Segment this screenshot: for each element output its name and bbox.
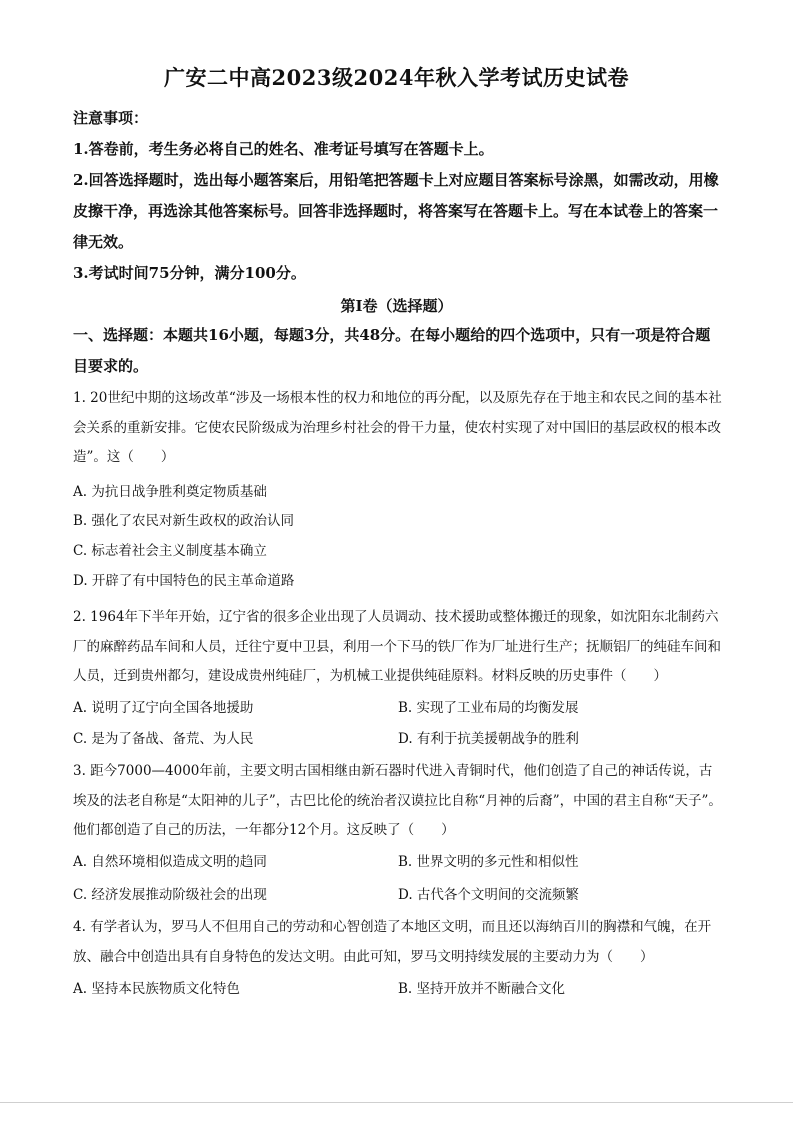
question-3-option-b: B. 世界文明的多元性和相似性: [398, 854, 579, 870]
question-1-option-d: D. 开辟了有中国特色的民主革命道路: [73, 573, 295, 589]
notice-block: [73, 103, 723, 289]
question-3-option-c: C. 经济发展推动阶级社会的出现: [73, 887, 267, 903]
notice-heading: 注意事项：: [73, 109, 149, 127]
exam-title: 广安二中高2023级2024年秋入学考试历史试卷: [164, 65, 629, 90]
question-3-stem: 3. 距今7000—4000年前，主要文明古国相继由新石器时代进入青铜时代，他们创造了自己的神话传说，古埃及的法老自称是“太阳神的儿子”，古巴比伦的统治者汉谟拉比自称“月神的后裔”，中国的君主自称“天子”。他们都创造了自己的历法，一年都分12个月。这反映了（ ）: [73, 763, 722, 838]
question-2-stem: 2. 1964年下半年开始，辽宁省的很多企业出现了人员调动、技术援助或整体搬迁的现象，如沈阳东北制药六厂的麻醉药品车间和人员，迁往宁夏中卫县，利用一个下马的铁厂作为厂址进行生产；抚顺铝厂的纯硅车间和人员，迁到贵州都匀，建设成贵州纯硅厂，为机械工业提供纯硅原料。材料反映的历史事件（ ）: [73, 609, 721, 684]
question-2-option-c: C. 是为了备战、备荒、为人民: [73, 731, 254, 747]
question-4-option-b: B. 坚持开放并不断融合文化: [398, 981, 566, 997]
question-4-option-a: A. 坚持本民族物质文化特色: [73, 981, 240, 997]
notice-line-2: 2.回答选择题时，选出每小题答案后，用铅笔把答题卡上对应题目答案标号涂黑，如需改动，用橡皮擦干净，再选涂其他答案标号。回答非选择题时，将答案写在答题卡上。写在本试卷上的答案一律无效。: [73, 171, 719, 251]
section-intro-block: [73, 320, 723, 382]
footer-divider: [0, 1102, 793, 1103]
question-1-stem-block: [73, 384, 723, 473]
question-1-option-b: B. 强化了农民对新生政权的政治认同: [73, 513, 295, 529]
question-4-stem: 4. 有学者认为，罗马人不但用自己的劳动和心智创造了本地区文明，而且还以海纳百川的胸襟和气魄，在开放、融合中创造出具有自身特色的发达文明。由此可知，罗马文明持续发展的主要动力为（ ）: [73, 919, 712, 965]
question-4-stem-block: [73, 913, 723, 972]
question-3-stem-block: [73, 757, 723, 846]
question-2-option-b: B. 实现了工业布局的均衡发展: [398, 700, 579, 716]
notice-line-3: 3.考试时间75分钟，满分100分。: [73, 264, 306, 282]
question-2-stem-block: [73, 603, 723, 692]
question-3-option-a: A. 自然环境相似造成文明的趋同: [73, 854, 267, 870]
section-intro: 一、选择题：本题共16小题，每题3分，共48分。在每小题给的四个选项中，只有一项是符合题目要求的。: [73, 326, 711, 375]
question-1-option-a: A. 为抗日战争胜利奠定物质基础: [73, 484, 267, 500]
question-1-stem: 1. 20世纪中期的这场改革“涉及一场根本性的权力和地位的再分配，以及原先存在于地主和农民之间的基本社会关系的重新安排。它使农民阶级成为治理乡村社会的骨干力量，使农村实现了对中国旧的基层政权的根本改造”。这（ ）: [73, 390, 722, 465]
question-1-option-c: C. 标志着社会主义制度基本确立: [73, 543, 267, 559]
question-2-option-d: D. 有利于抗美援朝战争的胜利: [398, 731, 579, 747]
question-2-option-a: A. 说明了辽宁向全国各地援助: [73, 700, 254, 716]
notice-line-1: 1.答卷前，考生务必将自己的姓名、准考证号填写在答题卡上。: [73, 140, 494, 158]
section-title: 第Ⅰ卷（选择题）: [340, 297, 453, 315]
question-3-option-d: D. 古代各个文明间的交流频繁: [398, 887, 579, 903]
